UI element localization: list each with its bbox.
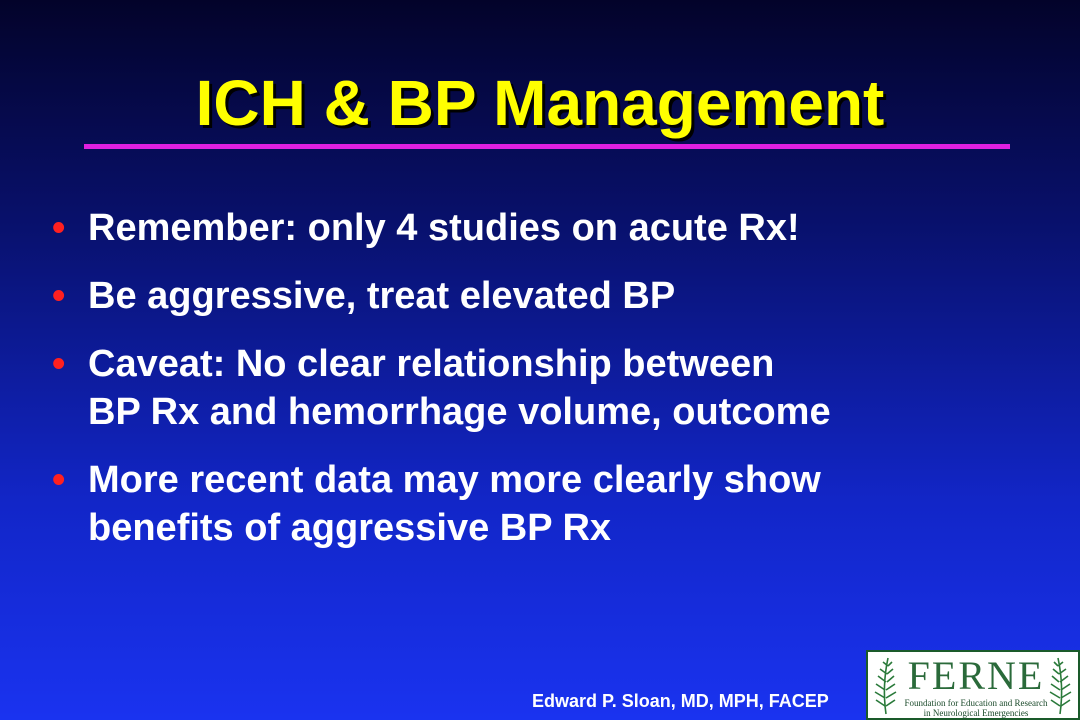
bullet-dot: • bbox=[52, 343, 66, 385]
bullet-text-line: Be aggressive, treat elevated BP bbox=[88, 275, 676, 317]
logo-tagline bbox=[904, 698, 1048, 718]
title-underline bbox=[84, 144, 1010, 149]
bullet-text-line: BP Rx and hemorrhage volume, outcome bbox=[88, 391, 831, 433]
ferne-logo bbox=[866, 650, 1080, 720]
slide-title: ICH & BP Management bbox=[195, 67, 885, 139]
bullet-dot: • bbox=[52, 459, 66, 501]
bullet-dot: • bbox=[52, 275, 66, 317]
bullet-text-line: Caveat: No clear relationship between bbox=[88, 343, 775, 385]
bullet-item bbox=[52, 340, 1062, 436]
bullet-item bbox=[52, 272, 1062, 320]
logo-tagline-line: in Neurological Emergencies bbox=[923, 708, 1029, 718]
bullet-item bbox=[52, 456, 1062, 552]
logo-tagline-line: Foundation for Education and Research bbox=[904, 698, 1048, 708]
bullet-item bbox=[52, 204, 1062, 252]
bullet-dot: • bbox=[52, 207, 66, 249]
logo-wordmark: FERNE bbox=[907, 653, 1045, 698]
bullet-text-line: benefits of aggressive BP Rx bbox=[88, 507, 612, 549]
bullet-text-line: More recent data may more clearly show bbox=[88, 459, 821, 501]
bullet-list bbox=[52, 204, 1062, 572]
bullet-text-line: Remember: only 4 studies on acute Rx! bbox=[88, 207, 800, 249]
author-credit: Edward P. Sloan, MD, MPH, FACEP bbox=[532, 691, 829, 711]
